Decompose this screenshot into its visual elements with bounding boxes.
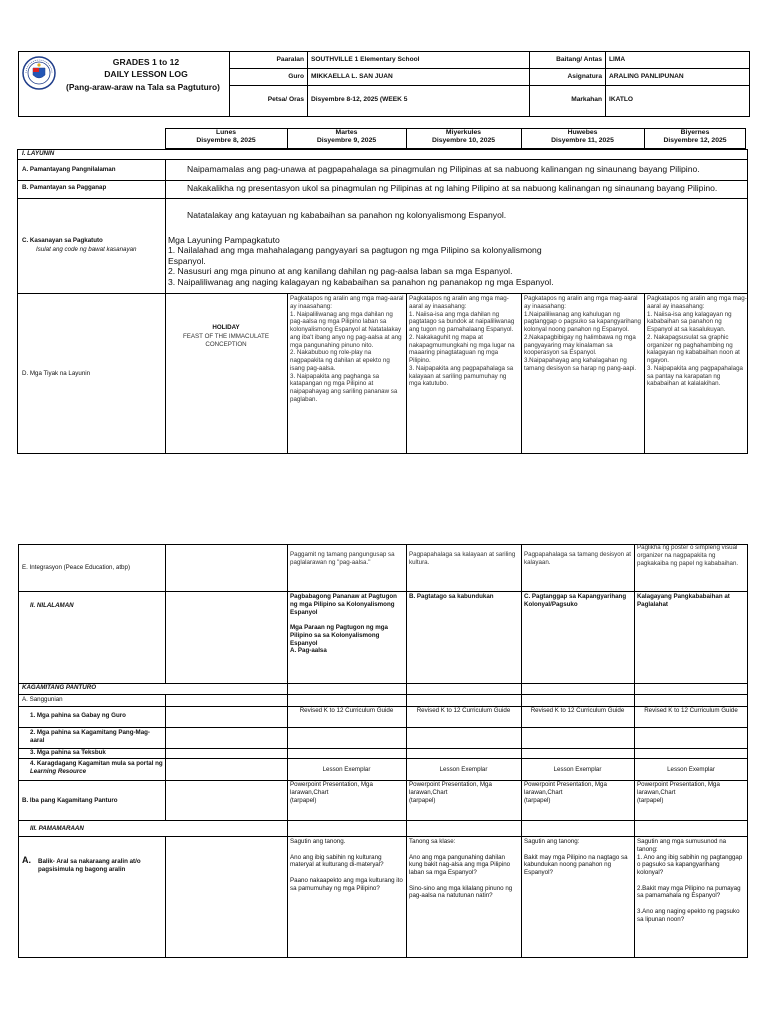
row-divider [18,758,748,759]
header-divider [307,51,308,117]
section-kagamitan: KAGAMITANG PANTURO [22,684,97,691]
balik-miyerkules: Tanong sa klase: Ano ang mga pangunahing dahilan kung bakit nag-alsa ang mga Pilipino laban sa mga Espanyol? Sino-sino ang mga kilalang pinuno ng pag-aalsa na natutunan natin? [409,838,513,900]
row-divider [18,694,748,695]
balik-letter: A. [22,855,31,865]
d-martes: Pagkatapos ng aralin ang mga mag-aaral ay inaasahang: 1. Naipaliliwanag ang mga dahilan ng pag-aalsa ng mga Pilipino laban sa kolonyalismong Espanyol at Natatalakay ang iba't ibang anyo ng pag-aalsa at ang mga pangunahing pinuno nito. 2. Nakabubuo ng role-play na nagpapakita ng dahilan at epekto ng isang pag-aalsa. 3. Naipapakita ang paghanga sa katapangan ng mga Pilipino at naipapahayag ang sariling pananaw sa paglaban. [290,295,404,403]
exemplar-miyerkules: Lesson Exemplar [439,766,488,773]
balik-martes: Sagutin ang tanong. Ano ang ibig sabihin ng kulturang materyal at kulturang di-materyal? Paano nakaapekto ang mga kulturang ito sa pamumuhay ng mga Pilipino? [290,838,403,892]
d-miyerkules: Pagkatapos ng aralin ang mga mag-aaral ay inaasahang: 1. Naiisa-isa ang mga dahilan ng pagtatago sa bundok at naipaliliwanag ang tugon ng pamahalaang Espanyol. 2. Nakakaguhit ng mapa at nakapagmumungkahi ng mga lugar na maaaring pinagtataguan ng mga Pilipino. 3. Naipapakita ang pagpapahalaga sa kalayaan at sariling pamumuhay ng mga katutubo. [409,295,515,388]
col-divider [287,293,288,454]
balik-aral-label: Balik- Aral sa nakaraang aralin at/o pagsisimula ng bagong aralin [38,858,141,873]
col-divider [521,293,522,454]
d-huwebes: Pagkatapos ng aralin ang mga mag-aaral ay inaasahang: 1.Naipaliliwanag ang kahulugan ng pagtanggap o pagsuko sa kapangyarihang kolonyal noong panahon ng Espanyol. 2.Nakapagbibigay ng halimbawa ng mga pangyayaring may kinalaman sa kooperasyon sa Espanyol. 3.Naipapahayag ang kahalagahan ng tamang desisyon sa harap ng pang-aapi. [524,295,641,372]
col-divider [406,544,407,958]
balik-biyernes: Sagutin ang mga sumusunod na tanong: 1. Ano ang ibig sabihin ng pagtanggap o pagsuko sa kapangyarihang kolonyal? 2.Bakit may mga Pilipino na pumayag sa pamamahala ng Espanyol? 3.Ano ang naging epekto ng pagsuko sa lipunan noon? [637,838,743,923]
day-name: Biyernes [680,129,710,136]
curr-biyernes: Revised K to 12 Curriculum Guide [644,707,738,714]
day-name: Lunes [215,129,237,136]
section-pamamaraan: III. PAMAMARAAN [30,825,84,832]
row-c-label: C. Kasanayan sa Pagkatuto [22,237,103,244]
exemplar-huwebes: Lesson Exemplar [553,766,602,773]
balik-huwebes: Sagutin ang tanong: Bakit may mga Pilipino na nagtago sa kabundukan noong panahon ng Espanyol? [524,838,628,876]
e-miyerkules: Pagpapahalaga sa kalayaan at sariling kultura. [409,551,516,566]
ref-gabay: 1. Mga pahina sa Gabay ng Guro [30,712,126,719]
paaralan-value: SOUTHVILLE 1 Elementary School [311,56,420,63]
row-divider [18,591,748,592]
ref-teksbuk: 3. Mga pahina sa Teksbuk [30,749,106,756]
header-divider [605,51,606,117]
section-nilalaman: II. NILALAMAN [30,602,74,609]
row-c-sub: Isulat ang code ng bawat kasanayan [36,246,137,253]
row-b-label: B. Pamantayan sa Pagganap [22,184,107,191]
header-divider [229,68,750,69]
guro-label: Guro [288,73,304,80]
day-name: Miyerkules [445,129,482,136]
day-date: Disyembre 9, 2025 [316,137,377,145]
baitang-value: LIMA [609,56,626,63]
day-lunes [165,129,287,146]
col-divider [406,293,407,454]
section-layunin: I. LAYUNIN [22,150,55,157]
holiday-label: HOLIDAY [212,324,240,331]
day-miyerkules [406,129,521,146]
row-divider [18,820,748,821]
day-name: Huwebes [567,129,598,136]
header-divider [529,51,530,117]
row-a-text: Naipamamalas ang pag-unawa at pagpapahalaga sa pinagmulan ng Pilipinas at sa nabuong kalinangan ng sinaunang bayang Pilipino. [187,164,700,174]
col-divider [165,694,166,820]
col-divider [165,544,166,683]
day-date: Disyembre 10, 2025 [431,137,496,145]
e-biyernes: Paglikha ng poster o simpleng visual organizer na nagpapakita ng pagkakaiba ng papel ng kababaihan. [637,544,739,567]
title-line-1: GRADES 1 to 12 [112,57,180,67]
curr-huwebes: Revised K to 12 Curriculum Guide [530,707,625,714]
row-d-label: D. Mga Tiyak na Layunin [22,370,91,377]
row-c-list: Mga Layuning Pampagkatuto 1. Nailalahad ang mga mahahalagang pangyayari sa pagtugon ng mga Pilipino sa kolonyalismong Espanyol. 2. Nasusuri ang mga pinuno at ang kanilang dahilan ng pag-aalsa laban sa mga Espanyol. 3. Naipaliliwanag ang naging kalagayan ng kababaihan sa panahon ng pananakop ng mga Espanyol. [168,235,554,287]
day-name: Martes [335,129,358,136]
row-divider [17,293,748,294]
holiday-sub: FEAST OF THE IMMACULATE CONCEPTION [183,333,269,348]
row-divider [17,198,748,199]
asignatura-label: Asignatura [567,73,602,80]
guro-value: MIKKAELLA L. SAN JUAN [311,73,393,80]
sanggunian-label: A. Sanggunian [22,696,63,703]
markahan-label: Markahan [571,96,602,103]
row-e-label: E. Integrasyon (Peace Education, atbp) [22,564,131,571]
e-huwebes: Pagpapahalaga sa tamang desisyon at kalayaan. [524,551,631,566]
ref-lr-italic: Learning Resource [30,767,87,775]
title-line-3: (Pang-araw-araw na Tala sa Pagtuturo) [66,82,220,92]
col-divider [287,544,288,958]
day-date: Disyembre 8, 2025 [196,137,256,145]
row-divider [17,159,748,160]
n-martes: Pagbabagong Pananaw at Pagtugon ng mga Pilipino sa Kolonyalismong Espanyol Mga Paraan ng Pagtugon ng mga Pilipino sa sa Kolonyalismong Espanyol A. Pag-aalsa [290,593,397,655]
day-martes [287,129,406,146]
row-divider [18,727,748,728]
ref-lr-text: 4. Karagdagang Kagamitan mula sa portal ng [30,760,163,767]
col-divider [634,544,635,958]
markahan-value: IKATLO [609,96,634,103]
iba-kagamitan-label: B. Iba pang Kagamitang Panturo [22,797,118,804]
title-line-2: DAILY LESSON LOG [104,69,188,79]
row-c-main: Natatalakay ang katayuan ng kababaihan sa panahon ng kolonyalismong Espanyol. [187,210,507,220]
curr-martes: Revised K to 12 Curriculum Guide [299,707,394,714]
deped-seal-logo [22,56,56,90]
day-date: Disyembre 12, 2025 [663,137,727,145]
n-biyernes: Kalagayang Pangkababaihan at Paglalahat [637,593,730,608]
e-martes: Paggamit ng tamang pangungusap sa paglalarawan ng "pag-aalsa." [290,551,395,566]
asignatura-value: ARALING PANLIPUNAN [609,73,684,80]
petsa-value: Disyembre 8-12, 2025 (WEEK 5 [311,96,408,103]
ref-learning-resource [30,760,163,776]
col-divider [644,293,645,454]
iba-huwebes: Powerpoint Presentation, Mga larawan,Chart (tarpapel) [524,781,607,804]
day-biyernes [644,129,746,146]
header-divider [229,85,750,86]
paaralan-label: Paaralan [276,56,304,63]
col-divider [165,836,166,958]
n-miyerkules: B. Pagtatago sa kabundukan [409,593,494,600]
day-date: Disyembre 11, 2025 [551,137,614,145]
baitang-label: Baitang/ Antas [556,56,602,63]
day-huwebes [521,129,644,146]
iba-biyernes: Powerpoint Presentation, Mga larawan,Chart (tarpapel) [637,781,720,804]
col-divider [165,159,166,454]
curr-miyerkules: Revised K to 12 Curriculum Guide [416,707,511,714]
exemplar-martes: Lesson Exemplar [322,766,371,773]
row-a-label: A. Pamantayang Pangnilalaman [22,166,116,173]
d-biyernes: Pagkatapos ng aralin ang mga mag-aaral ay inaasahang: 1. Naiisa-isa ang kalagayan ng kababaihan sa panahon ng Espanyol at sa kasalukuyan. 2. Nakapagsusulat sa graphic organizer ng paghahambing ng kalagayan ng kababaihan noon at ngayon. 3. Naipapakita ang pagpapahalaga sa pantay na karapatan ng kababaihan at kalalakihan. [647,295,747,388]
row-divider [17,180,748,181]
ref-kagamitan-pang-mag-aaral: 2. Mga pahina sa Kagamitang Pang-Mag-aaral [30,729,150,744]
petsa-label: Petsa/ Oras [267,96,304,103]
iba-miyerkules: Powerpoint Presentation, Mga larawan,Chart (tarpapel) [409,781,492,804]
exemplar-biyernes: Lesson Exemplar [667,766,715,773]
row-divider [18,836,748,837]
row-b-text: Nakakalikha ng presentasyon ukol sa pinagmulan ng Pilipinas at ng lahing Pilipino at sa nabuong kalinangan ng sinaunang bayang Pilipino. [187,183,718,193]
col-divider [521,544,522,958]
n-huwebes: C. Pagtanggap sa Kapangyarihang Kolonyal/Pagsuko [524,593,627,608]
iba-martes: Powerpoint Presentation, Mga larawan,Chart (tarpapel) [290,781,373,804]
